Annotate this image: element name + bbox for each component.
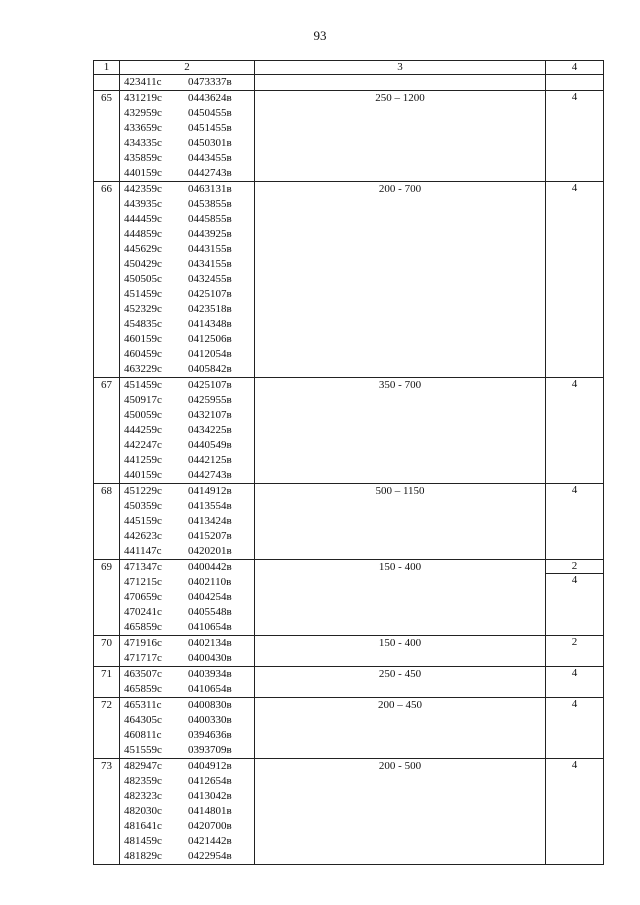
latitude-value: 443935с — [124, 198, 162, 210]
coordinate-pair — [124, 605, 254, 620]
coordinate-pair — [124, 575, 254, 590]
latitude-value: 450359с — [124, 500, 162, 512]
depth-range: 250 - 450 — [255, 667, 546, 698]
table-header-row — [94, 61, 604, 75]
latitude-value: 463229с — [124, 363, 162, 375]
latitude-value: 434335с — [124, 137, 162, 149]
latitude-value: 423411с — [124, 76, 162, 88]
table-row — [94, 182, 604, 378]
latitude-value: 470241с — [124, 606, 162, 618]
coordinate-pair — [124, 682, 254, 697]
coordinate-pair — [124, 713, 254, 728]
longitude-value: 0413554в — [188, 500, 232, 512]
longitude-value: 0443455в — [188, 152, 232, 164]
class-value: 2 — [571, 636, 578, 648]
coordinate-pair — [124, 453, 254, 468]
latitude-value: 482947с — [124, 760, 162, 772]
depth-range: 200 – 450 — [255, 698, 546, 759]
longitude-value: 0450455в — [188, 107, 232, 119]
coordinate-pair — [124, 151, 254, 166]
header-cell-4: 4 — [546, 61, 604, 75]
coordinate-pair — [124, 759, 254, 774]
class-cell — [546, 378, 604, 484]
latitude-value: 471717с — [124, 652, 162, 664]
latitude-value: 440159с — [124, 469, 162, 481]
coordinate-pair — [124, 91, 254, 106]
longitude-value: 0453855в — [188, 198, 232, 210]
latitude-value: 444459с — [124, 213, 162, 225]
coordinates-cell — [120, 667, 255, 698]
longitude-value: 0404254в — [188, 591, 232, 603]
table-row — [94, 698, 604, 759]
coordinates-cell — [120, 378, 255, 484]
latitude-value: 435859с — [124, 152, 162, 164]
class-value: 4 — [571, 698, 578, 710]
coordinates-cell — [120, 484, 255, 560]
latitude-value: 471215с — [124, 576, 162, 588]
page-number: 93 — [313, 28, 327, 43]
longitude-value: 0425955в — [188, 394, 232, 406]
row-number: 68 — [94, 484, 120, 560]
longitude-value: 0443925в — [188, 228, 232, 240]
longitude-value: 0445855в — [188, 213, 232, 225]
latitude-value: 465311с — [124, 699, 162, 711]
coordinate-pair — [124, 468, 254, 483]
class-value: 4 — [571, 759, 578, 771]
longitude-value: 0414912в — [188, 485, 232, 497]
range-cell — [255, 75, 546, 91]
longitude-value: 0422954в — [188, 850, 232, 862]
latitude-value: 445629с — [124, 243, 162, 255]
coordinate-pair — [124, 378, 254, 393]
coordinate-pair — [124, 408, 254, 423]
coordinate-pair — [124, 166, 254, 181]
depth-range: 250 – 1200 — [255, 91, 546, 182]
depth-range: 150 - 400 — [255, 636, 546, 667]
table-row — [94, 484, 604, 560]
coordinate-pair — [124, 514, 254, 529]
longitude-value: 0442743в — [188, 167, 232, 179]
latitude-value: 442247с — [124, 439, 162, 451]
latitude-value: 450917с — [124, 394, 162, 406]
longitude-value: 0443624в — [188, 92, 232, 104]
class-cell — [546, 759, 604, 865]
coordinate-pair — [124, 789, 254, 804]
latitude-value: 482359с — [124, 775, 162, 787]
coordinates-table — [93, 60, 604, 865]
latitude-value: 481641с — [124, 820, 162, 832]
latitude-value: 450429с — [124, 258, 162, 270]
row-number: 71 — [94, 667, 120, 698]
number-cell — [94, 75, 120, 91]
header-cell-1: 1 — [94, 61, 120, 75]
longitude-value: 0412054в — [188, 348, 232, 360]
coordinate-pair — [124, 242, 254, 257]
latitude-value: 433659с — [124, 122, 162, 134]
coordinate-pair — [124, 620, 254, 635]
longitude-value: 0400430в — [188, 652, 232, 664]
coordinates-cell — [120, 636, 255, 667]
longitude-value: 0473337в — [188, 76, 232, 88]
depth-range: 150 - 400 — [255, 560, 546, 636]
longitude-value: 0400830в — [188, 699, 232, 711]
coordinate-pair — [124, 121, 254, 136]
coordinates-cell — [120, 91, 255, 182]
latitude-value: 442359с — [124, 183, 162, 195]
longitude-value: 0414348в — [188, 318, 232, 330]
latitude-value: 460459с — [124, 348, 162, 360]
longitude-value: 0404912в — [188, 760, 232, 772]
class-value: 4 — [571, 667, 578, 679]
coordinate-pair — [124, 317, 254, 332]
latitude-value: 465859с — [124, 683, 162, 695]
latitude-value: 465859с — [124, 621, 162, 633]
coordinates-cell — [120, 759, 255, 865]
longitude-value: 0402134в — [188, 637, 232, 649]
latitude-value: 440159с — [124, 167, 162, 179]
depth-range: 200 - 500 — [255, 759, 546, 865]
coordinate-pair — [124, 544, 254, 559]
header-cell-3: 3 — [255, 61, 546, 75]
coordinate-pair — [124, 362, 254, 377]
coordinate-pair — [124, 529, 254, 544]
longitude-value: 0405842в — [188, 363, 232, 375]
longitude-value: 0442125в — [188, 454, 232, 466]
row-number: 67 — [94, 378, 120, 484]
longitude-value: 0413424в — [188, 515, 232, 527]
longitude-value: 0434225в — [188, 424, 232, 436]
coordinate-pair — [124, 819, 254, 834]
table-row-continuation — [94, 75, 604, 91]
coordinates-cell — [120, 182, 255, 378]
coordinate-pair — [124, 743, 254, 758]
longitude-value: 0412506в — [188, 333, 232, 345]
longitude-value: 0410654в — [188, 621, 232, 633]
longitude-value: 0451455в — [188, 122, 232, 134]
class-value: 4 — [571, 91, 578, 103]
latitude-value: 431219с — [124, 92, 162, 104]
coordinate-pair — [124, 499, 254, 514]
coordinate-pair — [124, 728, 254, 743]
class-cell — [546, 698, 604, 759]
coordinate-pair — [124, 332, 254, 347]
coordinates-cell — [120, 560, 255, 636]
row-number: 73 — [94, 759, 120, 865]
latitude-value: 451459с — [124, 288, 162, 300]
depth-range: 200 - 700 — [255, 182, 546, 378]
longitude-value: 0443155в — [188, 243, 232, 255]
latitude-value: 460811с — [124, 729, 162, 741]
latitude-value: 450059с — [124, 409, 162, 421]
coordinates-cell — [120, 75, 255, 91]
longitude-value: 0402110в — [188, 576, 232, 588]
coordinate-pair — [124, 774, 254, 789]
latitude-value: 454835с — [124, 318, 162, 330]
coordinate-pair — [124, 212, 254, 227]
longitude-value: 0450301в — [188, 137, 232, 149]
coordinate-pair — [124, 347, 254, 362]
class-cell — [546, 667, 604, 698]
class-cell — [546, 636, 604, 667]
depth-range: 500 – 1150 — [255, 484, 546, 560]
depth-range: 350 - 700 — [255, 378, 546, 484]
row-number: 65 — [94, 91, 120, 182]
latitude-value: 432959с — [124, 107, 162, 119]
latitude-value: 471347с — [124, 561, 162, 573]
latitude-value: 481829с — [124, 850, 162, 862]
coordinate-pair — [124, 257, 254, 272]
latitude-value: 482323с — [124, 790, 162, 802]
table-row — [94, 667, 604, 698]
header-cell-2: 2 — [120, 61, 255, 75]
row-number: 72 — [94, 698, 120, 759]
longitude-value: 0413042в — [188, 790, 232, 802]
longitude-value: 0400330в — [188, 714, 232, 726]
longitude-value: 0425107в — [188, 288, 232, 300]
row-number: 70 — [94, 636, 120, 667]
latitude-value: 460159с — [124, 333, 162, 345]
latitude-value: 442623с — [124, 530, 162, 542]
coordinate-pair — [124, 75, 254, 90]
coordinate-pair — [124, 272, 254, 287]
longitude-value: 0425107в — [188, 379, 232, 391]
longitude-value: 0415207в — [188, 530, 232, 542]
longitude-value: 0400442в — [188, 561, 232, 573]
coordinate-pair — [124, 590, 254, 605]
coordinate-pair — [124, 651, 254, 666]
longitude-value: 0421442в — [188, 835, 232, 847]
coordinate-pair — [124, 667, 254, 682]
longitude-value: 0432107в — [188, 409, 232, 421]
table-row — [94, 378, 604, 484]
coordinate-pair — [124, 834, 254, 849]
coordinate-pair — [124, 197, 254, 212]
coordinate-pair — [124, 560, 254, 575]
coordinate-pair — [124, 636, 254, 651]
latitude-value: 450505с — [124, 273, 162, 285]
latitude-value: 441259с — [124, 454, 162, 466]
coordinate-pair — [124, 136, 254, 151]
longitude-value: 0432455в — [188, 273, 232, 285]
coordinate-pair — [124, 804, 254, 819]
class-cell — [546, 182, 604, 378]
latitude-value: 451459с — [124, 379, 162, 391]
latitude-value: 445159с — [124, 515, 162, 527]
longitude-value: 0434155в — [188, 258, 232, 270]
longitude-value: 0463131в — [188, 183, 232, 195]
class-cell — [546, 75, 604, 91]
coordinate-pair — [124, 106, 254, 121]
class-value: 4 — [571, 574, 578, 586]
coordinate-pair — [124, 287, 254, 302]
latitude-value: 482030с — [124, 805, 162, 817]
latitude-value: 471916с — [124, 637, 162, 649]
longitude-value: 0442743в — [188, 469, 232, 481]
coordinates-cell — [120, 698, 255, 759]
class-value: 4 — [571, 484, 578, 496]
longitude-value: 0403934в — [188, 668, 232, 680]
longitude-value: 0440549в — [188, 439, 232, 451]
class-cell — [546, 91, 604, 182]
latitude-value: 452329с — [124, 303, 162, 315]
latitude-value: 470659с — [124, 591, 162, 603]
coordinate-pair — [124, 698, 254, 713]
class-value: 4 — [571, 182, 578, 194]
coordinate-pair — [124, 393, 254, 408]
longitude-value: 0405548в — [188, 606, 232, 618]
longitude-value: 0410654в — [188, 683, 232, 695]
latitude-value: 444259с — [124, 424, 162, 436]
latitude-value: 481459с — [124, 835, 162, 847]
longitude-value: 0394636в — [188, 729, 232, 741]
latitude-value: 451559с — [124, 744, 162, 756]
row-number: 69 — [94, 560, 120, 636]
latitude-value: 463507с — [124, 668, 162, 680]
table-row — [94, 636, 604, 667]
latitude-value: 464305с — [124, 714, 162, 726]
longitude-value: 0414801в — [188, 805, 232, 817]
longitude-value: 0412654в — [188, 775, 232, 787]
latitude-value: 441147с — [124, 545, 162, 557]
longitude-value: 0393709в — [188, 744, 232, 756]
coordinate-pair — [124, 484, 254, 499]
coordinate-pair — [124, 423, 254, 438]
coordinate-pair — [124, 302, 254, 317]
longitude-value: 0420700в — [188, 820, 232, 832]
class-value: 4 — [571, 378, 578, 390]
table-row — [94, 560, 604, 636]
class-cell — [546, 560, 604, 636]
coordinate-pair — [124, 227, 254, 242]
latitude-value: 444859с — [124, 228, 162, 240]
row-number: 66 — [94, 182, 120, 378]
longitude-value: 0420201в — [188, 545, 232, 557]
class-value: 2 — [546, 560, 603, 574]
coordinate-pair — [124, 438, 254, 453]
coordinate-pair — [124, 849, 254, 864]
class-cell — [546, 484, 604, 560]
latitude-value: 451229с — [124, 485, 162, 497]
table-row — [94, 759, 604, 865]
longitude-value: 0423518в — [188, 303, 232, 315]
table-row — [94, 91, 604, 182]
coordinate-pair — [124, 182, 254, 197]
